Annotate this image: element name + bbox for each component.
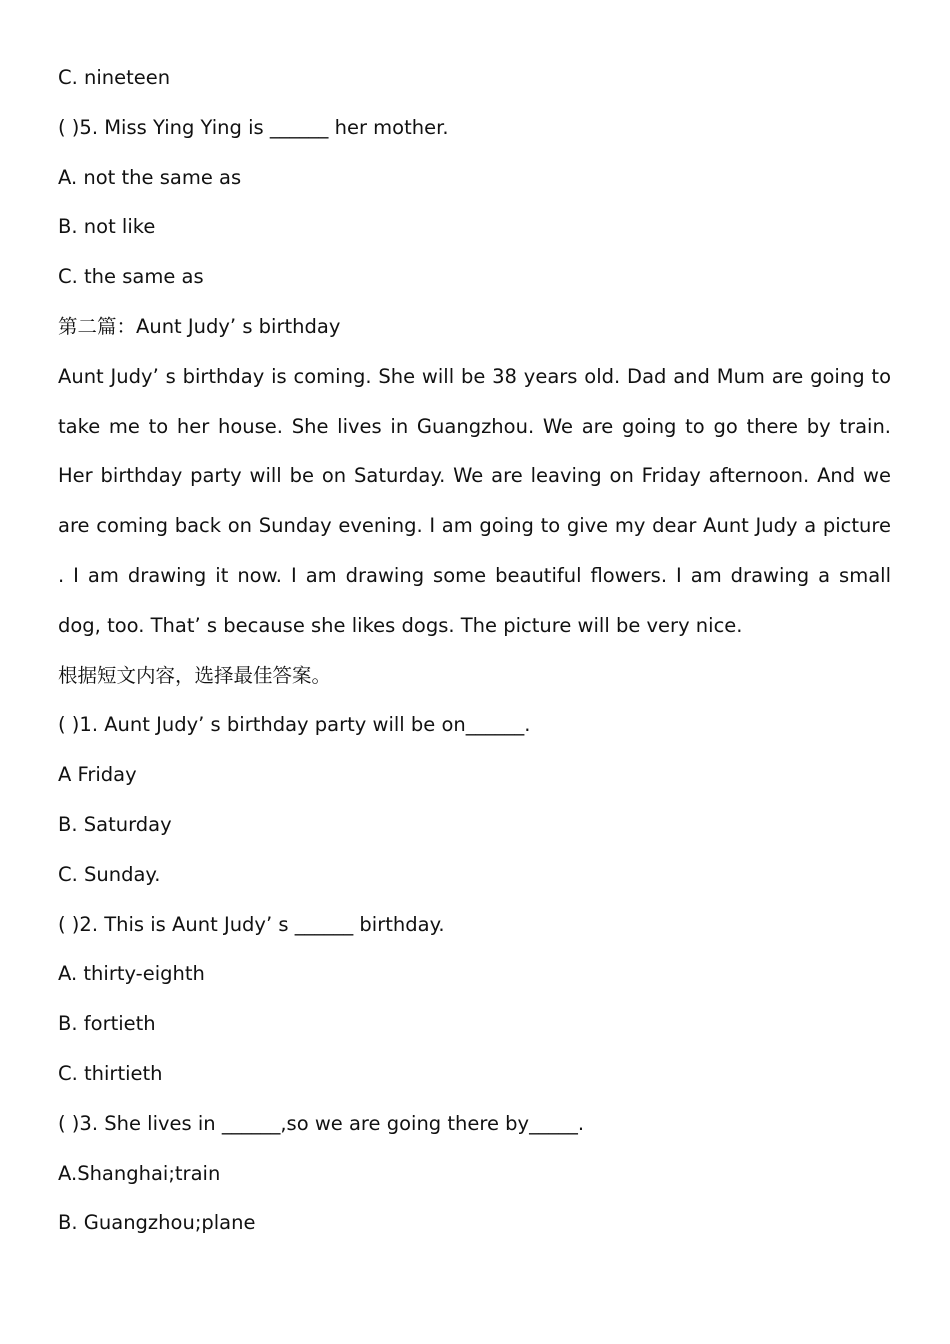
question-5-stem: ( )5. Miss Ying Ying is ______ her mother. — [58, 115, 449, 139]
question-3-option-a: A.Shanghai;train — [58, 1161, 221, 1185]
question-3-option-b: B. Guangzhou;plane — [58, 1211, 256, 1235]
question-1-option-c: C. Sunday. — [58, 862, 161, 886]
question-2-option-c: C. thirtieth — [58, 1061, 163, 1085]
question-1-option-a: A Friday — [58, 763, 137, 787]
passage-title: 第二篇：Aunt Judy’ s birthday — [58, 314, 341, 338]
question-5-option-b: B. not like — [58, 215, 156, 239]
question-5-option-a: A. not the same as — [58, 165, 242, 189]
question-2-option-a: A. thirty-eighth — [58, 962, 205, 986]
passage-instruction: 根据短文内容，选择最佳答案。 — [58, 663, 332, 687]
option-c-prev: C. nineteen — [58, 66, 171, 89]
question-1-option-b: B. Saturday — [58, 812, 172, 836]
document-page — [58, 53, 891, 1248]
question-5-option-c: C. the same as — [58, 265, 204, 289]
question-2-stem: ( )2. This is Aunt Judy’ s ______ birthday. — [58, 912, 445, 936]
question-3-stem: ( )3. She lives in ______,so we are going there by_____. — [58, 1111, 585, 1135]
question-2-option-b: B. fortieth — [58, 1012, 156, 1036]
question-1-stem: ( )1. Aunt Judy’ s birthday party will be on______. — [58, 713, 531, 737]
passage-body: Aunt Judy’ s birthday is coming. She will be 38 years old. Dad and Mum are going to take me to her house. She lives in Guangzhou. We are going to go there by train. Her birthday party will be on Saturday. We are leaving on Friday afternoon. And we are coming back on Sunday evening. I am going to give my dear Aunt Judy a picture . I am drawing it now. I am drawing some beautiful flowers. I am drawing a small dog, too. That’ s because she likes dogs. The picture will be very nice. — [58, 364, 891, 637]
